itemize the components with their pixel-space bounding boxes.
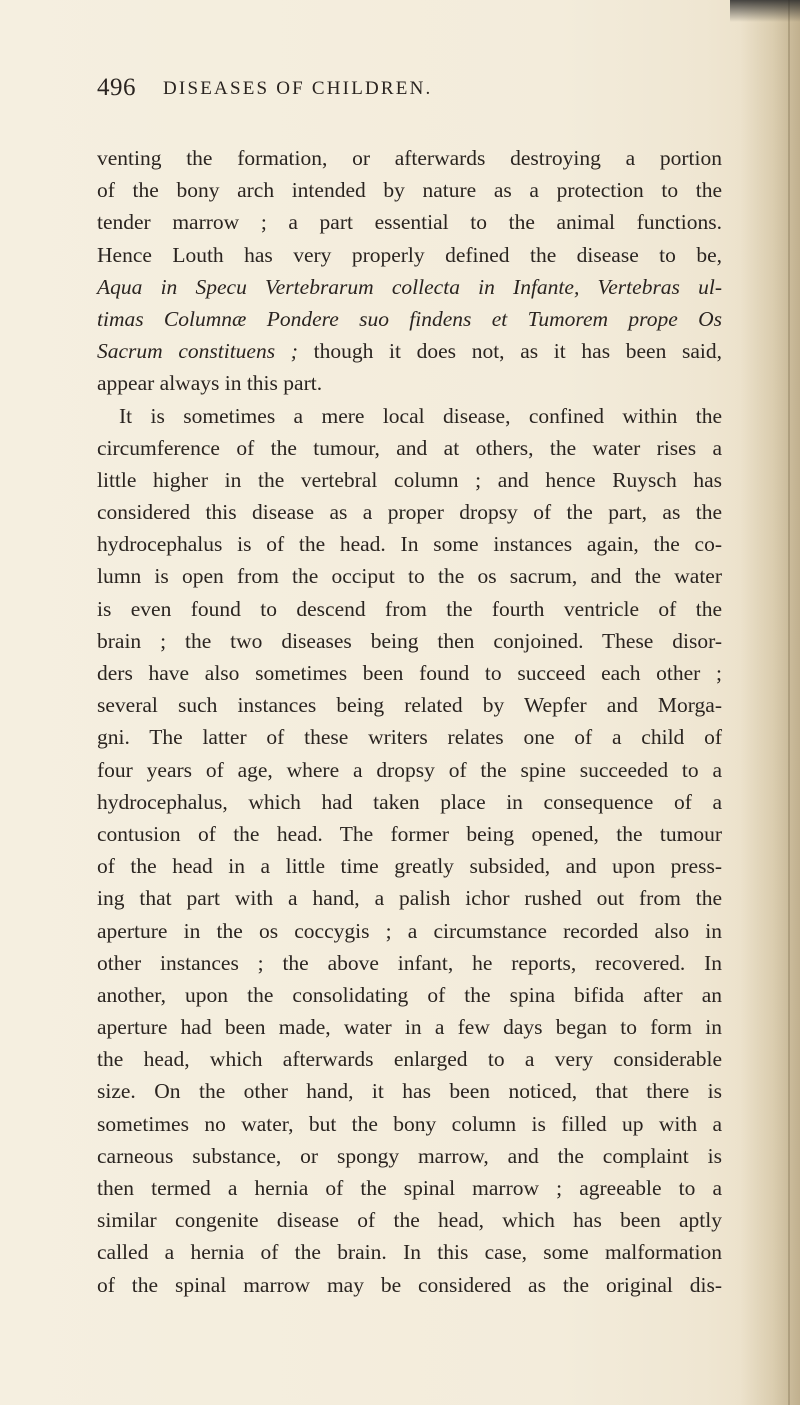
text-line: ders have also sometimes been found to succeed each other ; xyxy=(97,661,722,685)
text-line: lumn is open from the occiput to the os sacrum, and the water xyxy=(97,564,722,589)
scan-corner-shadow xyxy=(730,0,800,22)
text-line: of the bony arch intended by nature as a protection to the xyxy=(97,178,722,203)
text-line: is even found to descend from the fourth ventricle of the xyxy=(97,596,722,621)
text-line: of the head in a little time greatly subsided, and upon press- xyxy=(97,854,722,879)
text-line: Sacrum constituens ; though it does not, as it has been said, xyxy=(97,339,722,364)
text-line: of the spinal marrow may be considered as the original dis- xyxy=(97,1272,722,1297)
text-line: appear always in this part. xyxy=(97,371,323,396)
text-line: hydrocephalus is of the head. In some instances again, the co- xyxy=(97,532,722,557)
text-line: sometimes no water, but the bony column is filled up with a xyxy=(97,1111,722,1136)
text-line: venting the formation, or afterwards destroying a portion xyxy=(97,146,722,170)
text-line: little higher in the vertebral column ; and hence Ruysch has xyxy=(97,467,722,492)
text-line: another, upon the consolidating of the spina bifida after an xyxy=(97,982,722,1007)
page-edge-shadow xyxy=(740,0,800,1405)
text-line: gni. The latter of these writers relates one of a child of xyxy=(97,725,722,750)
text-line: then termed a hernia of the spinal marrow ; agreeable to a xyxy=(97,1176,722,1200)
text-line: similar congenite disease of the head, which has been aptly xyxy=(97,1208,722,1233)
text-line: brain ; the two diseases being then conjoined. These disor- xyxy=(97,628,722,653)
body-text xyxy=(97,142,722,1301)
text-line: called a hernia of the brain. In this case, some malformation xyxy=(97,1240,722,1265)
text-line: considered this disease as a proper dropsy of the part, as the xyxy=(97,500,722,525)
running-head: DISEASES OF CHILDREN. xyxy=(163,78,433,99)
text-line: It is sometimes a mere local disease, confined within the xyxy=(119,403,722,428)
text-line: contusion of the head. The former being opened, the tumour xyxy=(97,821,722,846)
page-edge-line xyxy=(788,0,790,1405)
text-line: Hence Louth has very properly defined the disease to be, xyxy=(97,242,722,267)
page-number: 496 xyxy=(97,74,136,101)
text-line: carneous substance, or spongy marrow, and the complaint is xyxy=(97,1143,722,1168)
text-line: other instances ; the above infant, he reports, recovered. In xyxy=(97,950,722,975)
text-line: Aqua in Specu Vertebrarum collecta in Infante, Vertebras ul- xyxy=(97,274,722,299)
text-line: tender marrow ; a part essential to the animal functions. xyxy=(97,210,722,235)
text-line: the head, which afterwards enlarged to a very considerable xyxy=(97,1047,722,1072)
text-line: several such instances being related by Wepfer and Morga- xyxy=(97,693,722,718)
text-line: ing that part with a hand, a palish ichor rushed out from the xyxy=(97,886,722,911)
text-line: four years of age, where a dropsy of the spine succeeded to a xyxy=(97,757,722,782)
text-line: hydrocephalus, which had taken place in consequence of a xyxy=(97,789,722,814)
text-line: circumference of the tumour, and at others, the water rises a xyxy=(97,435,722,460)
text-line: timas Columnæ Pondere suo findens et Tumorem prope Os xyxy=(97,306,722,331)
text-line: size. On the other hand, it has been noticed, that there is xyxy=(97,1079,722,1104)
text-line: aperture had been made, water in a few days began to form in xyxy=(97,1015,722,1040)
text-line: aperture in the os coccygis ; a circumstance recorded also in xyxy=(97,918,722,943)
page-header xyxy=(97,74,717,110)
